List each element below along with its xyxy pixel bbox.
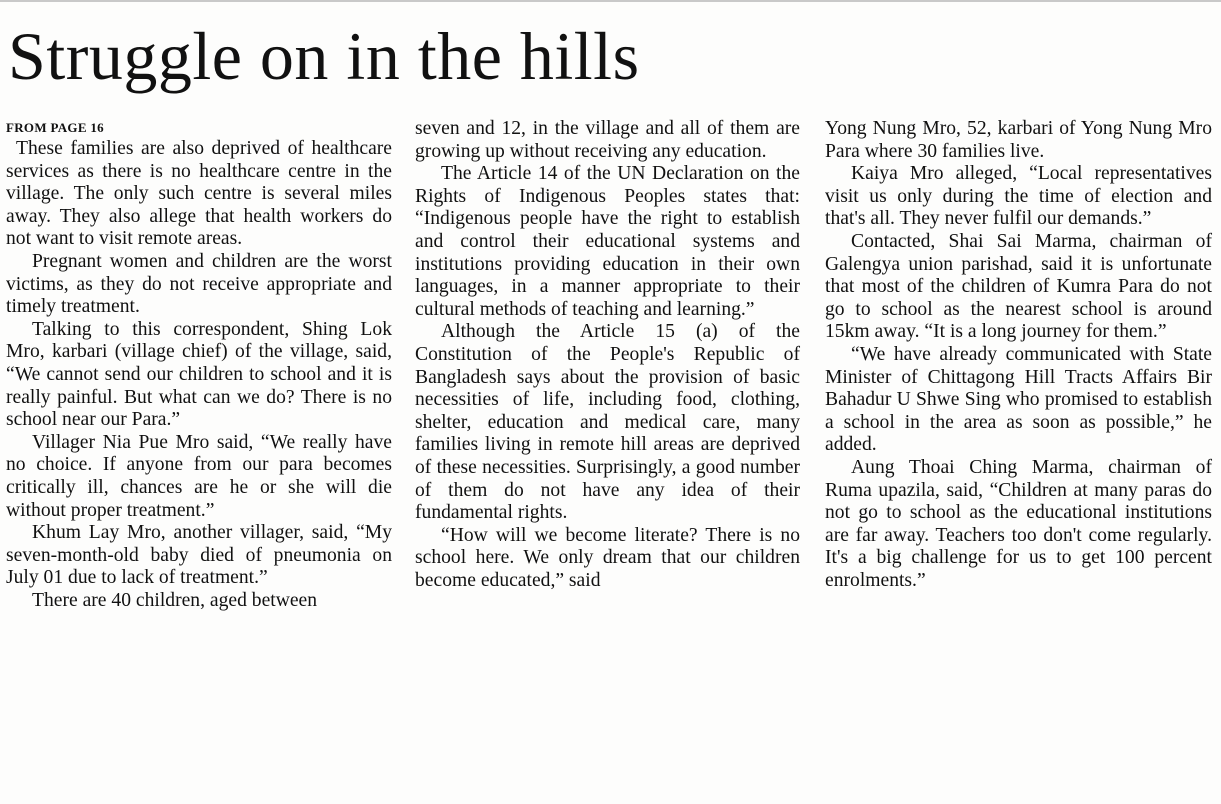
paragraph: “How will we become literate? There is no school here. We only dream that our children become educated,” said [415, 524, 800, 591]
paragraph: Contacted, Shai Sai Marma, chairman of Galengya union parishad, said it is unfortunate that most of the children of Kumra Para do not go to school as the nearest school is around 15km away. “It is a long journey for them.” [825, 230, 1212, 343]
article-column-2 [415, 118, 800, 592]
kicker-from-page: FROM PAGE 16 [6, 120, 104, 135]
paragraph: Khum Lay Mro, another villager, said, “My seven-month-old baby died of pneumonia on July 01 due to lack of treatment.” [6, 522, 392, 589]
paragraph: Aung Thoai Ching Marma, chairman of Ruma upazila, said, “Children at many paras do not go to school as the educational institutions are far away. Teachers too don't come regularly. It's a big challenge for us to get 100 percent enrolments.” [825, 456, 1212, 591]
top-rule [0, 0, 1221, 2]
headline: Struggle on in the hills [8, 18, 640, 94]
paragraph: The Article 14 of the UN Declaration on the Rights of Indigenous Peoples states that: “Indigenous people have the right to establish and control their educational systems and institutions providing education in their own languages, in a manner appropriate to their cultural methods of teaching and learning.” [415, 163, 800, 320]
paragraph: Yong Nung Mro, 52, karbari of Yong Nung Mro Para where 30 families live. [825, 118, 1212, 162]
article-column-1 [6, 118, 392, 612]
article-column-3 [825, 118, 1212, 592]
paragraph: Pregnant women and children are the worst victims, as they do not receive appropriate and timely treatment. [6, 250, 392, 318]
paragraph: These families are also deprived of healthcare services as there is no healthcare centre in the village. The only such centre is several miles away. They also allege that health workers do not want to visit remote areas. [6, 138, 392, 250]
paragraph: seven and 12, in the village and all of them are growing up without receiving any education. [415, 118, 800, 162]
paragraph: There are 40 children, aged between [32, 589, 318, 611]
paragraph: “We have already communicated with State Minister of Chittagong Hill Tracts Affairs Bir Bahadur U Shwe Sing who promised to establish a school in the area as soon as possible,” he added. [825, 343, 1212, 456]
paragraph: Although the Article 15 (a) of the Constitution of the People's Republic of Bangladesh says about the provision of basic necessities of life, including food, clothing, shelter, education and medical care, many families living in remote hill areas are deprived of these necessities. Surprisingly, a good number of them do not have any idea of their fundamental rights. [415, 321, 800, 524]
paragraph: Talking to this correspondent, Shing Lok Mro, karbari (village chief) of the village, said, “We cannot send our children to school and it is really painful. But what can we do? There is no school near our Para.” [6, 318, 392, 431]
paragraph: Kaiya Mro alleged, “Local representatives visit us only during the time of election and that's all. They never fulfil our demands.” [825, 163, 1212, 230]
paragraph: Villager Nia Pue Mro said, “We really have no choice. If anyone from our para becomes critically ill, chances are he or she will die without proper treatment.” [6, 431, 392, 521]
